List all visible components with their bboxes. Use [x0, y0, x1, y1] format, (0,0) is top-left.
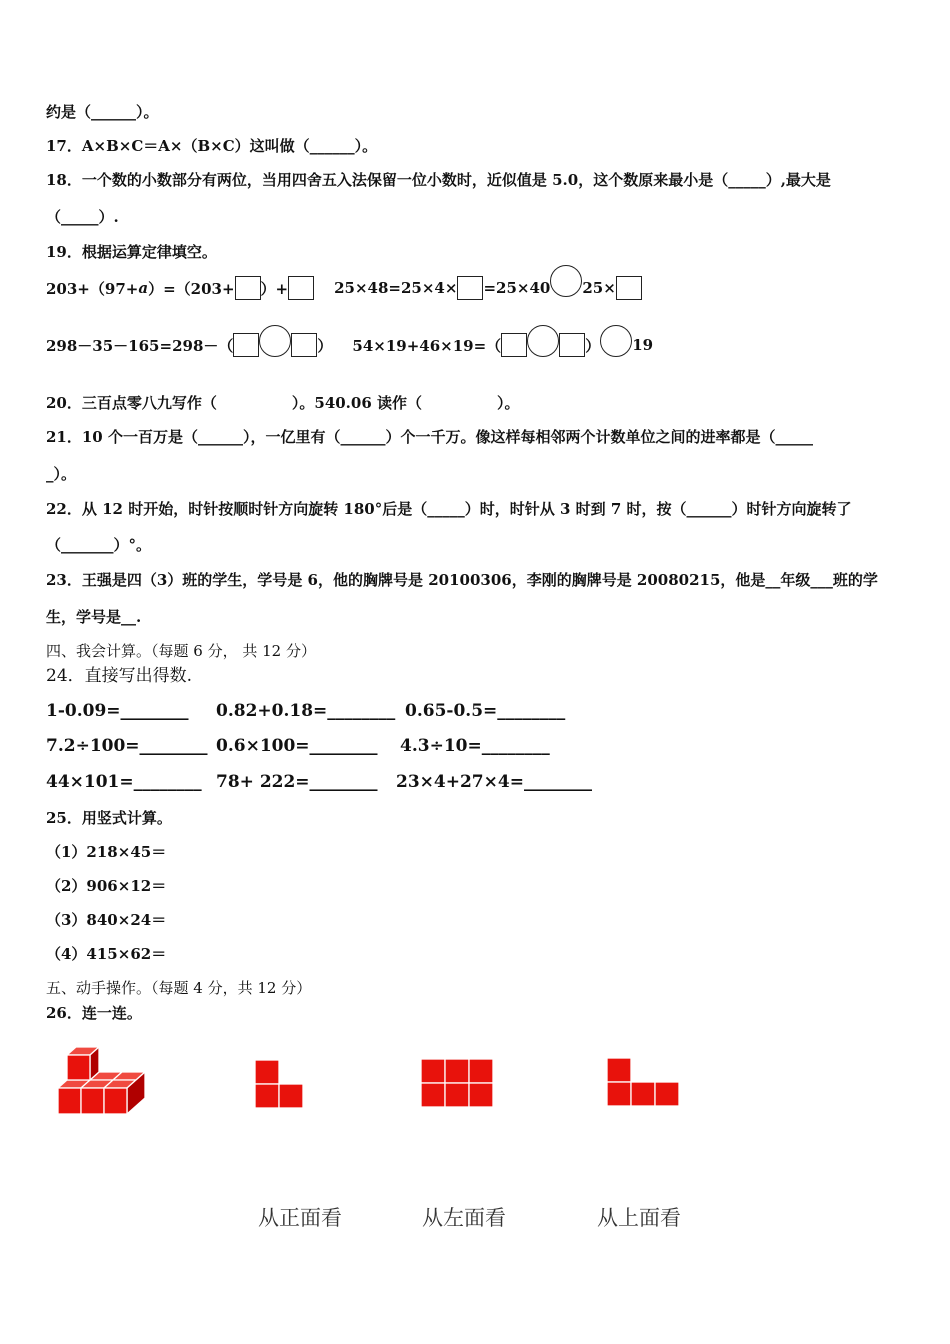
- q18-line2: （_____）.: [46, 208, 119, 226]
- q26: 26．连一连。: [46, 1004, 142, 1022]
- q19-r2-text-c: 54×19+46×19=（: [352, 336, 502, 355]
- q19-r1-text-b: ）=（203+: [148, 279, 235, 298]
- q21-line1: 21．10 个一百万是（______），一亿里有（______）个一千万。像这样每相邻两个计数单位之间的进率都是（_____: [46, 428, 813, 446]
- q24-item: 4.3÷10=________: [400, 736, 550, 756]
- q19-r1-text-d: 25×48=25×4×: [334, 279, 458, 297]
- cube-stack-3d: [50, 1042, 154, 1118]
- q24-item: 23×4+27×4=________: [396, 772, 592, 792]
- q24-item: 0.6×100=________: [216, 736, 378, 756]
- q19-r1-text-a: 203+（97+: [46, 279, 139, 298]
- answer-box[interactable]: [616, 276, 642, 300]
- q24-item: 78+ 222=________: [216, 772, 378, 792]
- answer-circle[interactable]: [600, 325, 632, 357]
- q19-r2-text-b: ）: [317, 336, 333, 355]
- answer-box[interactable]: [291, 333, 317, 357]
- q18-line1: 18．一个数的小数部分有两位，当用四舍五入法保留一位小数时，近似值是 5.0，这个数原来最小是（_____）,最大是: [46, 171, 831, 189]
- q19-r1-text-e: =25×40: [483, 279, 551, 297]
- q19-row1: [46, 276, 642, 300]
- answer-box[interactable]: [233, 333, 259, 357]
- view-label-front: 从正面看: [258, 1206, 342, 1230]
- answer-circle[interactable]: [550, 265, 582, 297]
- view-shape-long-l: [606, 1057, 680, 1107]
- q19-r1-text-f: 25×: [582, 279, 616, 297]
- q17: 17．A×B×C＝A×（B×C）这叫做（______）。: [46, 137, 378, 155]
- q24-item: 1-0.09=________: [46, 701, 189, 721]
- answer-box[interactable]: [235, 276, 261, 300]
- answer-box[interactable]: [457, 276, 483, 300]
- view-shape-l: [254, 1059, 304, 1109]
- q25: 25．用竖式计算。: [46, 809, 172, 827]
- view-label-top: 从上面看: [597, 1206, 681, 1230]
- answer-circle[interactable]: [527, 325, 559, 357]
- q23-line2: 生，学号是__.: [46, 608, 142, 626]
- view-label-left: 从左面看: [422, 1206, 506, 1230]
- q19-r2-text-e: 19: [632, 336, 654, 354]
- section-4-heading: 四、我会计算。（每题 6 分， 共 12 分）: [46, 642, 316, 660]
- q21-line2: _）。: [46, 465, 77, 483]
- q19-r1-text-c: ）+: [260, 279, 289, 298]
- q22-line1: 22．从 12 时开始，时针按顺时针方向旋转 180°后是（_____）时，时针从 3 时到 7 时，按（______）时针方向旋转了: [46, 500, 852, 518]
- answer-box[interactable]: [559, 333, 585, 357]
- q24-item: 0.65-0.5=________: [405, 701, 566, 721]
- q25-item-4: （4）415×62＝: [46, 945, 167, 963]
- view-shape-grid: [420, 1058, 494, 1108]
- q24-item: 0.82+0.18=________: [216, 701, 396, 721]
- q19-r1-var: a: [138, 279, 149, 297]
- q25-item-3: （3）840×24＝: [46, 911, 167, 929]
- q22-line2: （_______）°。: [46, 536, 152, 554]
- answer-box[interactable]: [288, 276, 314, 300]
- q25-item-1: （1）218×45＝: [46, 843, 167, 861]
- q24: 24．直接写出得数.: [46, 666, 193, 686]
- q24-item: 44×101=________: [46, 772, 202, 792]
- q23-line1: 23．王强是四（3）班的学生，学号是 6，他的胸牌号是 20100306，李刚的胸牌号是 20080215，他是__年级___班的学: [46, 571, 878, 589]
- q16-tail: 约是（______）。: [46, 103, 159, 121]
- q19-r2-text-d: ）: [585, 336, 601, 355]
- q20: 20．三百点零八九写作（ ）。540.06 读作（ ）。: [46, 394, 520, 412]
- q25-item-2: （2）906×12＝: [46, 877, 167, 895]
- q19-r2-text-a: 298－35－165=298－（: [46, 336, 234, 355]
- section-5-heading: 五、动手操作。（每题 4 分，共 12 分）: [46, 979, 312, 997]
- q24-item: 7.2÷100=________: [46, 736, 208, 756]
- q19: 19．根据运算定律填空。: [46, 243, 217, 261]
- q19-row2: [46, 333, 653, 357]
- answer-circle[interactable]: [259, 325, 291, 357]
- answer-box[interactable]: [501, 333, 527, 357]
